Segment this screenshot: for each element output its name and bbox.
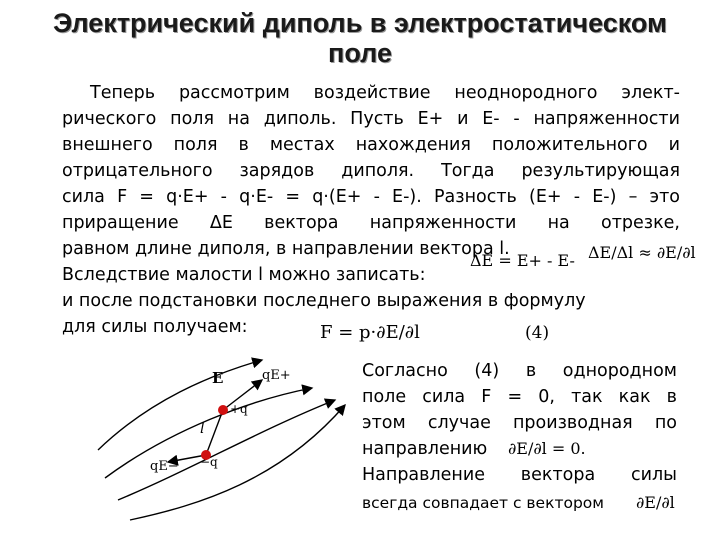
label-minus-q: −q [200,455,218,469]
right-line-1: Согласно (4) в однородном [362,361,677,381]
label-plus-q: +q [230,402,248,416]
title-line-1: Электрический диполь в электростатическом [52,8,668,38]
positive-charge [218,405,228,415]
label-qE-minus: qE− [150,459,179,474]
label-E: E [212,369,224,387]
body-line-9: и после подстановки последнего выражения в формулу [62,291,586,311]
formula-force: F = p·∂E/∂l [320,322,420,343]
field-line-3 [118,400,335,500]
formula-derivative-zero: ∂E/∂l = 0. [508,439,586,458]
body-line-8: Вследствие малости l можно записать: [62,265,426,285]
body-line-1: Теперь рассмотрим воздействие неоднородного элект- [90,83,680,103]
body-line-7: равном длине диполя, в направлении вектора l. [62,239,510,259]
body-line-4: отрицательного зарядов диполя. Тогда результирующая [62,161,680,181]
right-line-2: поле сила F = 0, так как в [362,387,677,407]
formula-delta-e: ΔE = E+ - E- [470,251,575,270]
body-line-6: приращение ΔE вектора напряженности на отрезке, [62,213,680,233]
body-line-3: внешнего поля в местах нахождения положительного и [62,135,680,155]
body-line-10: для силы получаем: [62,317,248,337]
formula-derivative-approx: ΔE/Δl ≈ ∂E/∂l [588,243,696,262]
right-line-5: Направление вектора силы [362,465,677,485]
label-l: l [200,421,205,437]
body-line-2: рического поля на диполь. Пусть E+ и E- - напряженности [62,109,681,129]
label-qE-plus: qE+ [262,368,291,383]
right-line-3: этом случае производная по [362,413,677,433]
title-line-2: поле [328,38,392,68]
body-line-5: сила F = q·E+ - q·E- = q·(E+ - E-). Разность (E+ - E-) – это [62,187,680,207]
right-line-4: направлению [362,439,488,459]
right-line-6: всегда совпадает с вектором [362,494,604,512]
equation-number: (4) [525,323,550,343]
formula-derivative: ∂E/∂l [636,493,675,512]
